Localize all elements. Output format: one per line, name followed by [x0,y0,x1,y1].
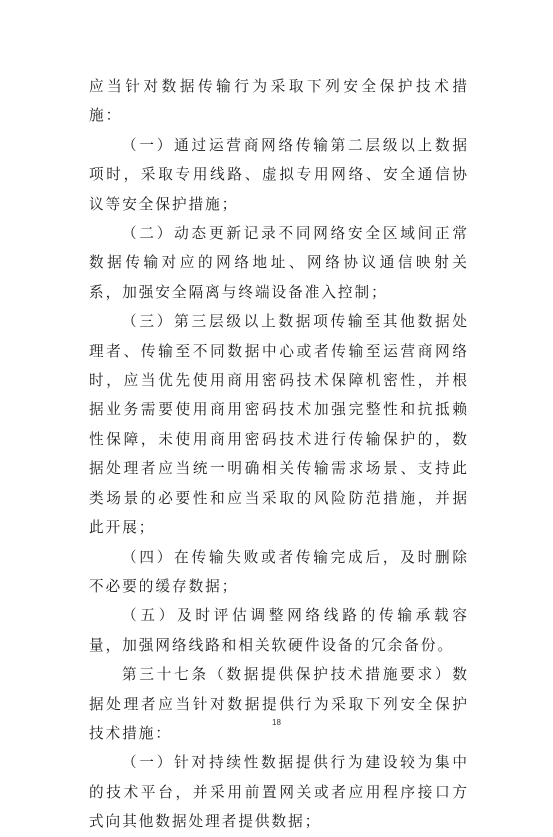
article-37-heading-paragraph: 第三十七条（数据提供保护技术措施要求）数据处理者应当针对数据提供行为采取下列安全保护技术措施： [89,666,469,742]
page-number: 18 [272,718,281,727]
paragraph-item-1: （一）通过运营商网络传输第二层级以上数据项时，采取专用线路、虚拟专用网络、安全通信协议等安全保护措施； [89,136,469,213]
paragraph-item-5: （五）及时评估调整网络线路的传输承载容量，加强网络线路和相关软硬件设备的冗余备份。 [89,607,469,654]
paragraph-continuation: 应当针对数据传输行为采取下列安全保护技术措施： [89,78,469,125]
paragraph-item-3: （三）第三层级以上数据项传输至其他数据处理者、传输至不同数据中心或者传输至运营商网络时，应当优先使用商用密码技术保障机密性，并根据业务需要使用商用密码技术加强完整性和抗抵赖性保障，未使用商用密码技术进行传输保护的，数据处理者应当统一明确相关传输需求场景、支持此类场景的必要性和应当采取的风险防范措施，并据此开展； [89,313,469,537]
paragraph-item-2: （二）动态更新记录不同网络安全区域间正常数据传输对应的网络地址、网络协议通信映射关系，加强安全隔离与终端设备准入控制； [89,225,469,301]
article-37-item-1: （一）针对持续性数据提供行为建设较为集中的技术平台，并采用前置网关或者应用程序接口方式向其他数据处理者提供数据； [89,754,469,831]
paragraph-item-4: （四）在传输失败或者传输完成后，及时删除不必要的缓存数据； [89,548,469,595]
